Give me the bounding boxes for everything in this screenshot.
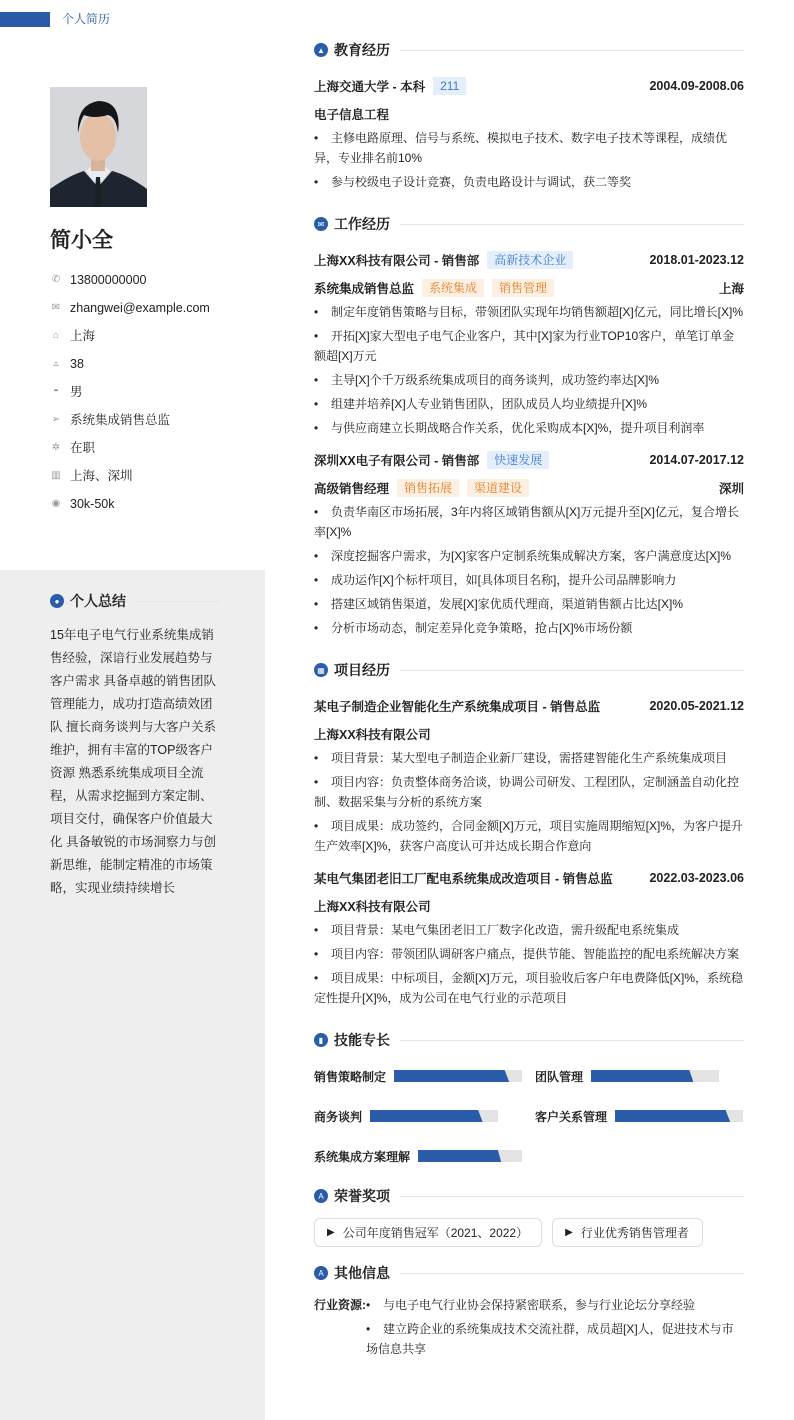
project-company: 上海XX科技有限公司 [314,728,431,742]
section-title: 荣誉奖项 [334,1188,390,1204]
company-name: 上海XX科技有限公司 - 销售部 [314,254,480,268]
skill-name: 团队管理 [535,1069,584,1084]
summary-text: 15年电子电气行业系统集成销售经验，深谙行业发展趋势与客户需求 具备卓越的销售团队管理能力，成功打造高绩效团队 擅长商务谈判与大客户关系维护，拥有丰富的TOP级客户资源 熟悉系统集成项目全流程，从需求挖掘到方案定制、项目交付，确保客户价值最大化 具备敏锐的市场洞察力与创新思维，能制定精准的市场策略，实现业绩持续增长 [50,628,216,895]
target-cities-text: 上海、深圳 [70,469,133,483]
project-company: 上海XX科技有限公司 [314,900,431,914]
award-item [552,1218,703,1247]
list-item: • 成功运作[X]个标杆项目，如[具体项目名称]，提升公司品牌影响力 [314,570,744,590]
date: 2020.05-2021.12 [649,699,744,713]
skill-name: 系统集成方案理解 [314,1149,411,1164]
divider [136,601,220,602]
role-tag: 渠道建设 [467,479,529,497]
divider [400,1273,744,1274]
date: 2004.09-2008.06 [649,79,744,93]
section-title: 项目经历 [334,662,390,678]
building-icon: ▥ [51,470,61,481]
company-name: 深圳XX电子有限公司 - 销售部 [314,454,480,468]
skill-bar [615,1110,743,1122]
company-tag: 高新技术企业 [487,251,573,269]
list-item: • 建立跨企业的系统集成技术交流社群，成员超[X]人，促进技术与市场信息共享 [366,1319,736,1359]
role-tag: 系统集成 [422,279,484,297]
info-target-cities [50,462,210,490]
skill-bar-fill [418,1150,501,1162]
email-text: zhangwei@example.com [70,301,210,315]
skill-bar [591,1070,719,1082]
award-icon: A [314,1189,328,1203]
summary-title: 个人总结 [70,593,126,609]
phone-icon: ✆ [51,274,61,285]
info-phone [50,266,210,294]
summary-header [50,589,220,613]
list-item: • 组建并培养[X]人专业销售团队，团队成员人均业绩提升[X]% [314,394,744,414]
skill-item [314,1110,535,1122]
candidate-name: 简小全 [50,229,113,252]
other-label: 行业资源: [314,1298,366,1312]
user-icon: ● [50,594,64,608]
project-name: 某电子制造企业智能化生产系统集成项目 - 销售总监 [314,700,601,714]
list-item: • 项目背景：某大型电子制造企业新厂建设，需搭建智能化生产系统集成项目 [314,748,744,768]
list-item: • 项目成果：中标项目，金额[X]万元，项目验收后客户年电费降低[X]%，系统稳定性提升[X]%，成为公司在电气行业的示范项目 [314,968,744,1008]
education-section [314,38,744,192]
cake-icon: ▵ [53,358,59,369]
list-item: • 与电子电气行业协会保持紧密联系，参与行业论坛分享经验 [366,1295,736,1315]
page-title: 个人简历 [62,12,111,26]
list-item: • 项目成果：成功签约，合同金额[X]万元，项目实施周期缩短[X]%，为客户提升生产效率[X]%，获客户高度认可并达成长期合作意向 [314,816,744,856]
skill-bar [370,1110,498,1122]
list-item: • 项目内容：负责整体商务洽谈，协调公司研发、工程团队，定制涵盖自动化控制、数据采集与分析的系统方案 [314,772,744,812]
list-item: • 负责华南区市场拓展，3年内将区域销售额从[X]万元提升至[X]亿元，复合增长率[X]% [314,502,744,542]
salary-text: 30k-50k [70,497,115,511]
skill-bar [394,1070,522,1082]
school-name: 上海交通大学 - 本科 [314,80,426,94]
skill-name: 商务谈判 [314,1109,363,1124]
skill-bar [418,1150,522,1162]
gender-text: 男 [70,385,83,399]
award-text: 公司年度销售冠军（2021、2022） [342,1226,529,1240]
section-title: 教育经历 [334,42,390,58]
list-item: • 搭建区域销售渠道，发展[X]家优质代理商，渠道销售额占比达[X]% [314,594,744,614]
triangle-icon: ▶ [327,1227,335,1238]
date: 2018.01-2023.12 [649,253,744,267]
coin-icon: ◉ [51,498,61,509]
role: 系统集成销售总监 [314,282,415,296]
role: 高级销售经理 [314,482,390,496]
skill-item [314,1150,535,1162]
award-item [314,1218,542,1247]
list-item: • 项目内容：带领团队调研客户痛点，提供节能、智能监控的配电系统解决方案 [314,944,744,964]
list-item: • 项目背景：某电气集团老旧工厂数字化改造，需升级配电系统集成 [314,920,744,940]
mail-icon: ✉ [51,302,61,313]
company-tag: 快速发展 [487,451,549,469]
bar-chart-icon: ▮ [314,1033,328,1047]
phone-text: 13800000000 [70,273,147,287]
home-icon: ⌂ [52,330,60,341]
location: 深圳 [718,482,744,496]
list-item: • 分析市场动态，制定差异化竞争策略，抢占[X]%市场份额 [314,618,744,638]
send-icon: ➢ [51,414,61,425]
divider [400,224,744,225]
triangle-icon: ▶ [565,1227,573,1238]
list-item: • 制定年度销售策略与目标，带领团队实现年均销售额超[X]亿元，同比增长[X]% [314,302,744,322]
major: 电子信息工程 [314,108,390,122]
person-icon: ◓ [52,386,60,397]
list-item: • 与供应商建立长期战略合作关系，优化采购成本[X]%，提升项目利润率 [314,418,744,438]
project-name: 某电气集团老旧工厂配电系统集成改造项目 - 销售总监 [314,872,613,886]
divider [400,50,744,51]
info-salary [50,490,210,518]
briefcase-icon: ✉ [314,217,328,231]
location: 上海 [718,282,744,296]
section-title: 技能专长 [334,1032,390,1048]
info-email [50,294,210,322]
skills-section [314,1028,744,1162]
list-item: • 主导[X]个千万级系统集成项目的商务谈判，成功签约率达[X]% [314,370,744,390]
work-entry [314,446,744,638]
position-text: 系统集成销售总监 [70,413,171,427]
contact-info [50,266,210,518]
header-accent-bar [0,12,50,27]
skill-bar-fill [591,1070,693,1082]
info-icon: A [314,1266,328,1280]
work-section [314,212,744,638]
role-tag: 销售管理 [492,279,554,297]
projects-section [314,658,744,1008]
info-status [50,434,210,462]
skill-item [314,1070,535,1082]
city-text: 上海 [70,329,96,343]
role-tag: 销售拓展 [397,479,459,497]
education-entry [314,72,744,192]
divider [400,670,744,671]
avatar [50,87,147,207]
section-title: 其他信息 [334,1265,390,1281]
skill-name: 客户关系管理 [535,1109,608,1124]
status-icon: ✲ [51,442,61,453]
section-title: 工作经历 [334,216,390,232]
divider [400,1040,744,1041]
award-text: 行业优秀销售管理者 [580,1226,689,1240]
status-text: 在职 [70,441,96,455]
info-city [50,322,210,350]
info-gender [50,378,210,406]
skill-item [535,1110,744,1122]
graduation-cap-icon: ▲ [314,43,328,57]
list-item: • 开拓[X]家大型电子电气企业客户，其中[X]家为行业TOP10客户，单笔订单金额超[X]万元 [314,326,744,366]
project-entry [314,864,744,1008]
age-text: 38 [70,357,84,371]
date: 2014.07-2017.12 [649,453,744,467]
date: 2022.03-2023.06 [649,871,744,885]
main-column [314,38,744,1373]
skill-bar-fill [615,1110,730,1122]
work-entry [314,246,744,438]
skill-name: 销售策略制定 [314,1069,387,1084]
skill-item [535,1070,744,1082]
awards-section [314,1184,744,1247]
other-section [314,1261,744,1363]
school-tag: 211 [433,77,466,95]
project-entry [314,692,744,856]
info-age [50,350,210,378]
info-position [50,406,210,434]
list-item: • 主修电路原理、信号与系统、模拟电子技术、数字电子技术等课程，成绩优异，专业排名前10% [314,128,744,168]
skill-bar-fill [394,1070,509,1082]
skill-bar-fill [370,1110,483,1122]
divider [400,1196,744,1197]
list-item: • 参与校级电子设计竞赛，负责电路设计与调试，获二等奖 [314,172,744,192]
grid-icon: ▦ [314,663,328,677]
list-item: • 深度挖掘客户需求，为[X]家客户定制系统集成解决方案，客户满意度达[X]% [314,546,744,566]
